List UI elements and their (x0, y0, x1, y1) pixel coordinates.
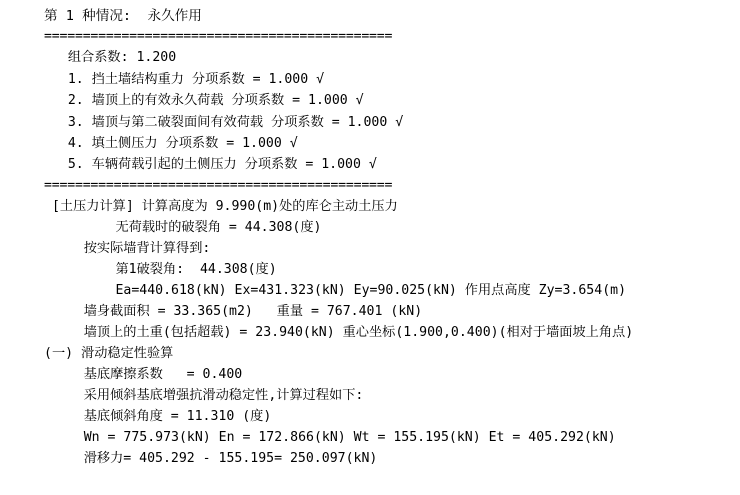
first-fracture-angle: 第1破裂角: 44.308(度) (44, 261, 277, 277)
soil-weight-on-top-line: 墙顶上的土重(包括超载) = 23.940(kN) 重心坐标(1.900,0.400)(相对于墙面坡上角点) (44, 324, 634, 340)
base-friction-coefficient: 基底摩擦系数 = 0.400 (44, 366, 243, 382)
base-inclination-angle: 基底倾斜角度 = 11.310 (度) (44, 408, 272, 424)
case-title: 第 1 种情况: 永久作用 (44, 8, 202, 24)
earth-pressure-heading: [土压力计算] 计算高度为 9.990(m)处的库仑主动土压力 (44, 198, 398, 214)
factor-item-1: 1. 挡土墙结构重力 分项系数 = 1.000 √ (44, 71, 325, 87)
separator-rule-top: ============================================= (44, 29, 393, 45)
wall-section-area-line: 墙身截面积 = 33.365(m2) 重量 = 767.401 (kN) (44, 303, 423, 319)
separator-rule-mid: ============================================= (44, 177, 393, 193)
wn-en-wt-et-line: Wn = 775.973(kN) En = 172.866(kN) Wt = 155.195(kN) Et = 405.292(kN) (44, 429, 616, 445)
actual-back-calc-label: 按实际墙背计算得到: (44, 240, 211, 256)
factor-item-3: 3. 墙顶与第二破裂面间有效荷载 分项系数 = 1.000 √ (44, 114, 404, 130)
section-sliding-stability-heading: (一) 滑动稳定性验算 (44, 345, 174, 361)
factor-item-2: 2. 墙顶上的有效永久荷载 分项系数 = 1.000 √ (44, 93, 364, 109)
coefficient-line: 组合系数: 1.200 (44, 50, 177, 66)
ea-ex-ey-line: Ea=440.618(kN) Ex=431.323(kN) Ey=90.025(kN) 作用点高度 Zy=3.654(m) (44, 282, 627, 298)
sliding-force-line: 滑移力= 405.292 - 155.195= 250.097(kN) (44, 450, 378, 466)
factor-item-4: 4. 填土侧压力 分项系数 = 1.000 √ (44, 136, 298, 152)
inclined-base-note: 采用倾斜基底增强抗滑动稳定性,计算过程如下: (44, 387, 364, 403)
factor-item-5: 5. 车辆荷载引起的土侧压力 分项系数 = 1.000 √ (44, 157, 377, 173)
fracture-angle-no-load: 无荷载时的破裂角 = 44.308(度) (44, 219, 322, 235)
